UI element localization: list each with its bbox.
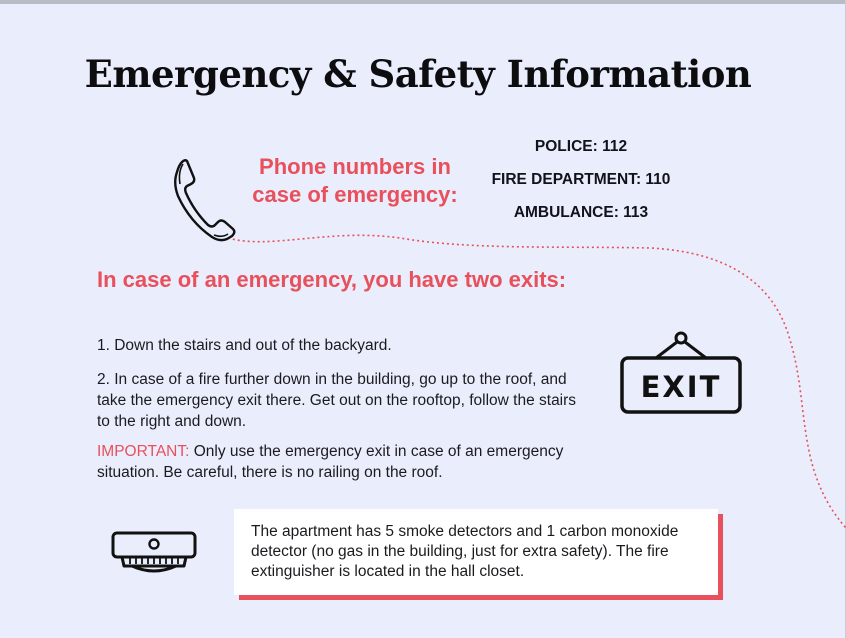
- police-number: POLICE: 112: [534, 138, 628, 155]
- phone-heading-line1: Phone numbers in: [259, 154, 451, 179]
- detector-info-box: [234, 509, 718, 595]
- important-label: IMPORTANT:: [97, 443, 190, 460]
- ambulance-number: AMBULANCE: 113: [513, 204, 649, 221]
- fire-department-number: FIRE DEPARTMENT: 110: [491, 171, 671, 188]
- page-title: Emergency & Safety Information: [84, 52, 752, 96]
- important-text: Only use the emergency exit in case of an emergency situation. Be careful, there is no railing on the roof.: [97, 443, 564, 481]
- emergency-numbers-list: [470, 136, 692, 235]
- exit-item-2: 2. In case of a fire further down in the building, go up to the roof, and take the emergency exit there. Get out on the rooftop, follow the stairs to the right and down.: [97, 371, 577, 430]
- exit-sign-text: EXIT: [640, 370, 722, 404]
- important-note: [97, 441, 577, 483]
- phone-numbers-heading: [240, 153, 470, 209]
- phone-heading-line2: case of emergency:: [252, 182, 458, 207]
- phone-icon: [170, 158, 236, 242]
- exit-item-1: 1. Down the stairs and out of the backyard.: [97, 337, 392, 354]
- smoke-detector-icon: [110, 530, 198, 578]
- exit-sign-icon: [618, 330, 746, 418]
- detector-info-text: The apartment has 5 smoke detectors and 1 carbon monoxide detector (no gas in the building, just for extra safety). The fire extinguisher is located in the hall closet.: [251, 523, 679, 580]
- exits-heading: In case of an emergency, you have two exits:: [97, 267, 567, 292]
